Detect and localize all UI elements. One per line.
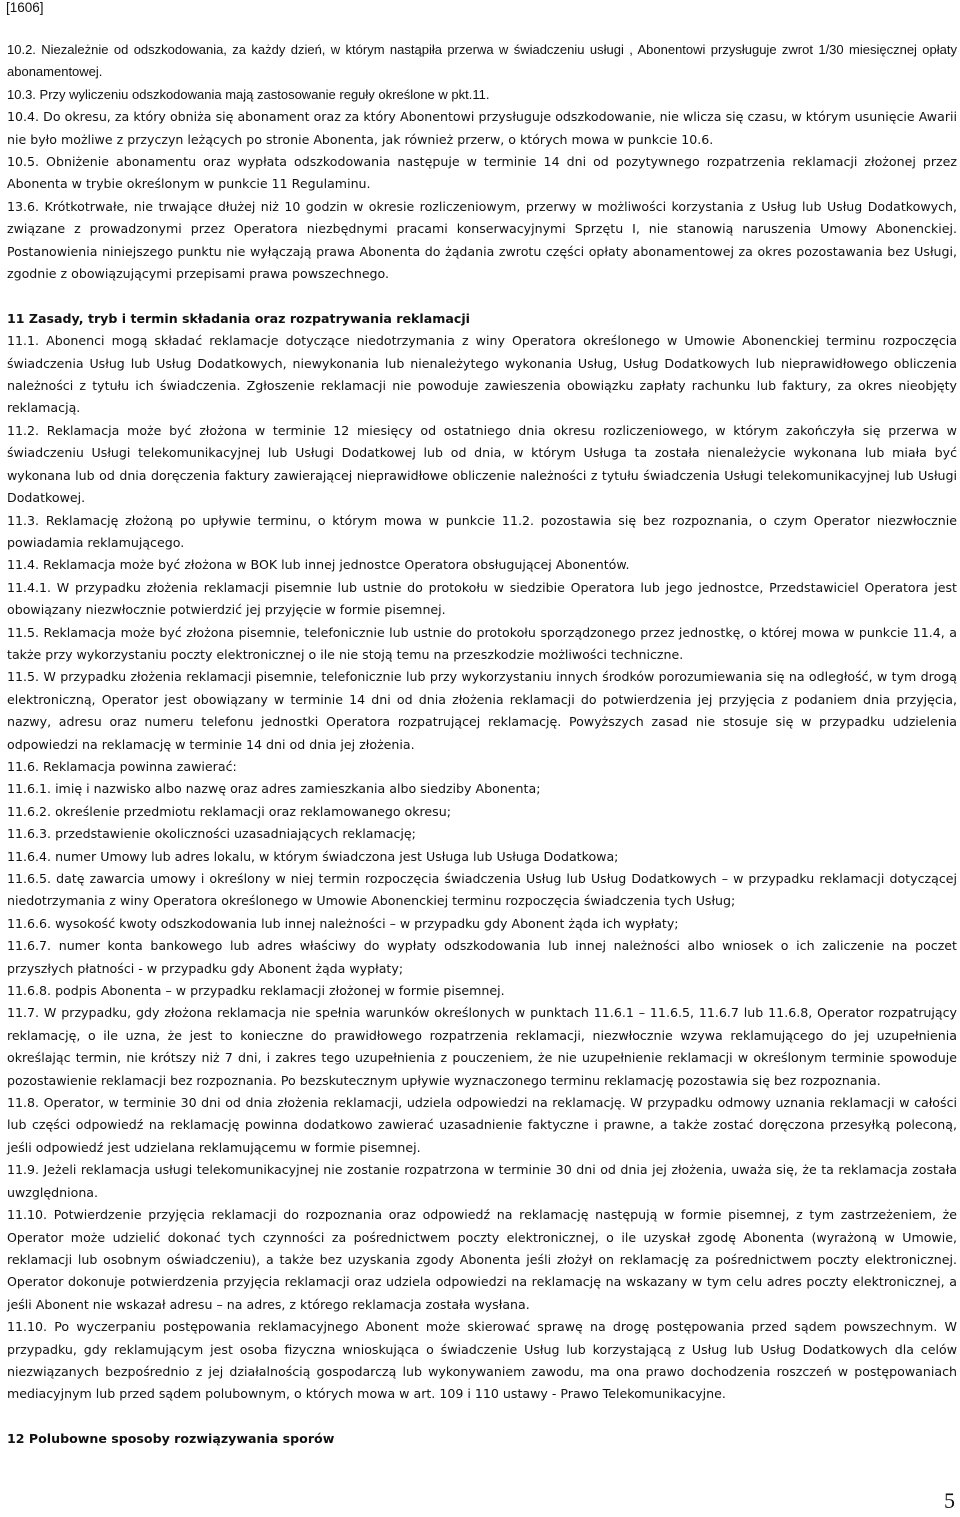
document-body: [7, 39, 957, 1451]
paragraph-11-1: 11.1. Abonenci mogą składać reklamacje dotyczące niedotrzymania z winy Operatora określonego w Umowie Abonenckiej terminu rozpoczęcia świadczenia Usług lub Usług Dodatkowych, niewykonania lub nienależytego wykonania Usług, Usług Dodatkowych lub nieprawidłowego obliczenia należności z tytułu ich świadczenia. Zgłoszenie reklamacji nie powoduje zawieszenia obowiązku zapłaty rachunku lub faktury, za okres nieobjęty reklamacją.: [7, 333, 957, 416]
paragraph-11-5-b: 11.5. W przypadku złożenia reklamacji pisemnie, telefonicznie lub przy wykorzystaniu innych środków porozumiewania się na odległość, w tym drogą elektroniczną, Operator jest obowiązany w terminie 14 dni od dnia złożenia reklamacji do potwierdzenia jej przyjęcia z podaniem dnia przyjęcia, nazwy, adresu oraz numeru telefonu jednostki Operatora rozpatrującej reklamację. Powyższych zasad nie stosuje się w przypadku udzielenia odpowiedzi na reklamację w terminie 14 dni od dnia jej złożenia.: [7, 669, 957, 752]
paragraph-11-5-a: 11.5. Reklamacja może być złożona pisemnie, telefonicznie lub ustnie do protokołu sporządzonego przez jednostkę, o której mowa w punkcie 11.4, a także przy wykorzystaniu poczty elektronicznej o ile nie stoją temu na przeszkodzie możliwości techniczne.: [7, 624, 957, 662]
paragraph-11-10-b: 11.10. Po wyczerpaniu postępowania reklamacyjnego Abonent może skierować sprawę na drogę postępowania przed sądem powszechnym. W przypadku, gdy reklamującym jest osoba fizyczna wnioskująca o świadczenie Usług lub korzystającą z Usług lub Usług Dodatkowych dla celów niezwiązanych bezpośrednio z jej działalnością gospodarczą lub wykonywaniem zawodu, ma ona prawo dochodzenia roszczeń w postępowaniach mediacyjnym lub przed sądem polubownym, o których mowa w art. 109 i 110 ustawy - Prawo Telekomunikacyjne.: [7, 1319, 957, 1402]
page-number: 5: [944, 1488, 955, 1513]
spacer: [7, 1406, 957, 1428]
paragraph-11-4: 11.4. Reklamacja może być złożona w BOK lub innej jednostce Operatora obsługującej Abonentów.: [7, 557, 630, 573]
paragraph-11-6-6: 11.6.6. wysokość kwoty odszkodowania lub innej należności – w przypadku gdy Abonent żąda ich wypłaty;: [7, 915, 679, 931]
paragraph-10-2: 10.2. Niezależnie od odszkodowania, za każdy dzień, w którym nastąpiła przerwa w świadczeniu usługi , Abonentowi przysługuje zwrot 1/30 miesięcznej opłaty abonamentowej.: [7, 42, 957, 80]
paragraph-11-6: 11.6. Reklamacja powinna zawierać:: [7, 758, 237, 774]
block-10-2-10-3: [7, 39, 957, 106]
paragraph-11-4-1: 11.4.1. W przypadku złożenia reklamacji pisemnie lub ustnie do protokołu w siedzibie Operatora lub jego jednostce, Przedstawiciel Operatora jest obowiązany niezwłocznie potwierdzić jej przyjęcie w formie pisemnej.: [7, 579, 957, 618]
paragraph-11-6-7: 11.6.7. numer konta bankowego lub adres właściwy do wypłaty odszkodowania lub innej należności albo wniosek o ich zaliczenie na poczet przyszłych płatności - w przypadku gdy Abonent żąda wypłaty;: [7, 938, 957, 976]
paragraph-10-5: 10.5. Obniżenie abonamentu oraz wypłata odszkodowania następuje w terminie 14 dni od pozytywnego rozpatrzenia reklamacji złożonej przez Abonenta w trybie określonym w punkcie 11 Regulaminu.: [7, 154, 957, 192]
paragraph-11-6-2: 11.6.2. określenie przedmiotu reklamacji oraz reklamowanego okresu;: [7, 803, 451, 819]
block-10-4-13-6: [7, 106, 957, 285]
section-11-heading: 11 Zasady, tryb i termin składania oraz rozpatrywania reklamacji: [7, 310, 470, 326]
paragraph-11-6-5: 11.6.5. datę zawarcia umowy i określony w niej termin rozpoczęcia świadczenia Usług lub Usług Dodatkowych – w przypadku reklamacji dotyczącej niedotrzymania z winy Operatora określonego w Umowie Abonenckiej terminu rozpoczęcia świadczenia tych Usług;: [7, 871, 957, 909]
paragraph-11-2: 11.2. Reklamacja może być złożona w terminie 12 miesięcy od ostatniego dnia okresu rozliczeniowego, w którym zakończyła się przerwa w świadczeniu Usługi telekomunikacyjnej lub Usługi Dodatkowej lub od dnia, w którym Usługa ta została nienależycie wykonana lub miała być wykonana lub od dnia doręczenia faktury zawierającej nieprawidłowe obliczenie należności z tytułu świadczenia Usługi telekomunikacyjnej lub Usługi Dodatkowej.: [7, 422, 957, 506]
paragraph-11-10-a: 11.10. Potwierdzenie przyjęcia reklamacji do rozpoznania oraz odpowiedź na reklamację następują w formie pisemnej, z tym zastrzeżeniem, że Operator może udzielić dokonać tych czynności za pośrednictwem poczty elektronicznej, o ile uzyskał zgodę Abonenta (wyrażoną w Umowie, reklamacji lub osobnym oświadczeniu), a także bez uzyskania zgody Abonenta jeśli złożył on reklamację za pośrednictwem poczty elektronicznej. Operator dokonuje potwierdzenia przyjęcia reklamacji oraz udziela odpowiedzi na reklamację na wskazany w tym celu adres poczty elektronicznej, a jeśli Abonent nie wskazał adresu – na adres, z którego reklamacja została wysłana.: [7, 1207, 957, 1312]
paragraph-11-6-8: 11.6.8. podpis Abonenta – w przypadku reklamacji złożonej w formie pisemnej.: [7, 983, 505, 999]
paragraph-10-4: 10.4. Do okresu, za który obniża się abonament oraz za który Abonentowi przysługuje odszkodowanie, nie wlicza się czasu, w którym usunięcie Awarii nie było możliwe z przyczyn leżących po stronie Abonenta, jak również przerw, o których mowa w punkcie 10.6.: [7, 109, 957, 147]
spacer: [7, 285, 957, 307]
section-11-body: [7, 330, 957, 1406]
paragraph-13-6: 13.6. Krótkotrwałe, nie trwające dłużej niż 10 godzin w okresie rozliczeniowym, przerwy w możliwości korzystania z Usług lub Usług Dodatkowych, związane z prowadzonymi przez Operatora niezbędnymi pracami konserwacyjnymi Sprzętu I, nie stanowią naruszenia Umowy Abonenckiej. Postanowienia niniejszego punktu nie wyłączają prawa Abonenta do żądania zwrotu części opłaty abonamentowej za okres pozostawania bez Usługi, zgodnie z obowiązującymi przepisami prawa powszechnego.: [7, 198, 957, 282]
paragraph-10-3: 10.3. Przy wyliczeniu odszkodowania mają zastosowanie reguły określone w pkt.11.: [7, 86, 490, 102]
paragraph-11-6-1: 11.6.1. imię i nazwisko albo nazwę oraz adres zamieszkania albo siedziby Abonenta;: [7, 781, 541, 797]
page-reference: [1606]: [6, 0, 44, 15]
paragraph-11-8: 11.8. Operator, w terminie 30 dni od dnia złożenia reklamacji, udziela odpowiedzi na reklamację. W przypadku odmowy uznania reklamacji w całości lub części odpowiedź na reklamację powinna dodatkowo zawierać uzasadnienie faktyczne i prawne, a także zostać doręczona przesyłką poleconą, jeśli odpowiedź jest udzielana reklamującemu w formie pisemnej.: [7, 1095, 957, 1155]
paragraph-11-7: 11.7. W przypadku, gdy złożona reklamacja nie spełnia warunków określonych w punktach 11.6.1 – 11.6.5, 11.6.7 lub 11.6.8, Operator rozpatrujący reklamację, o ile uzna, że jest to konieczne do prawidłowego rozpatrzenia reklamacji, niezwłocznie wzywa reklamującego do jej uzupełnienia określając termin, nie krótszy niż 7 dni, i zakres tego uzupełnienia z pouczeniem, że nie uzupełnienie reklamacji w określonym terminie spowoduje pozostawienie reklamacji bez rozpoznania. Po bezskutecznym upływie wyznaczonego terminu reklamację pozostawia się bez rozpoznania.: [7, 1005, 957, 1088]
paragraph-11-3: 11.3. Reklamację złożoną po upływie terminu, o którym mowa w punkcie 11.2. pozostawia się bez rozpoznania, o czym Operator niezwłocznie powiadamia reklamującego.: [7, 512, 957, 550]
paragraph-11-6-4: 11.6.4. numer Umowy lub adres lokalu, w którym świadczona jest Usługa lub Usługa Dodatkowa;: [7, 848, 619, 864]
paragraph-11-6-3: 11.6.3. przedstawienie okoliczności uzasadniających reklamację;: [7, 826, 416, 842]
paragraph-11-9: 11.9. Jeżeli reklamacja usługi telekomunikacyjnej nie zostanie rozpatrzona w terminie 30 dni od dnia jej złożenia, uważa się, że ta reklamacja została uwzględniona.: [7, 1162, 957, 1200]
section-12-heading: 12 Polubowne sposoby rozwiązywania sporów: [7, 1431, 335, 1447]
